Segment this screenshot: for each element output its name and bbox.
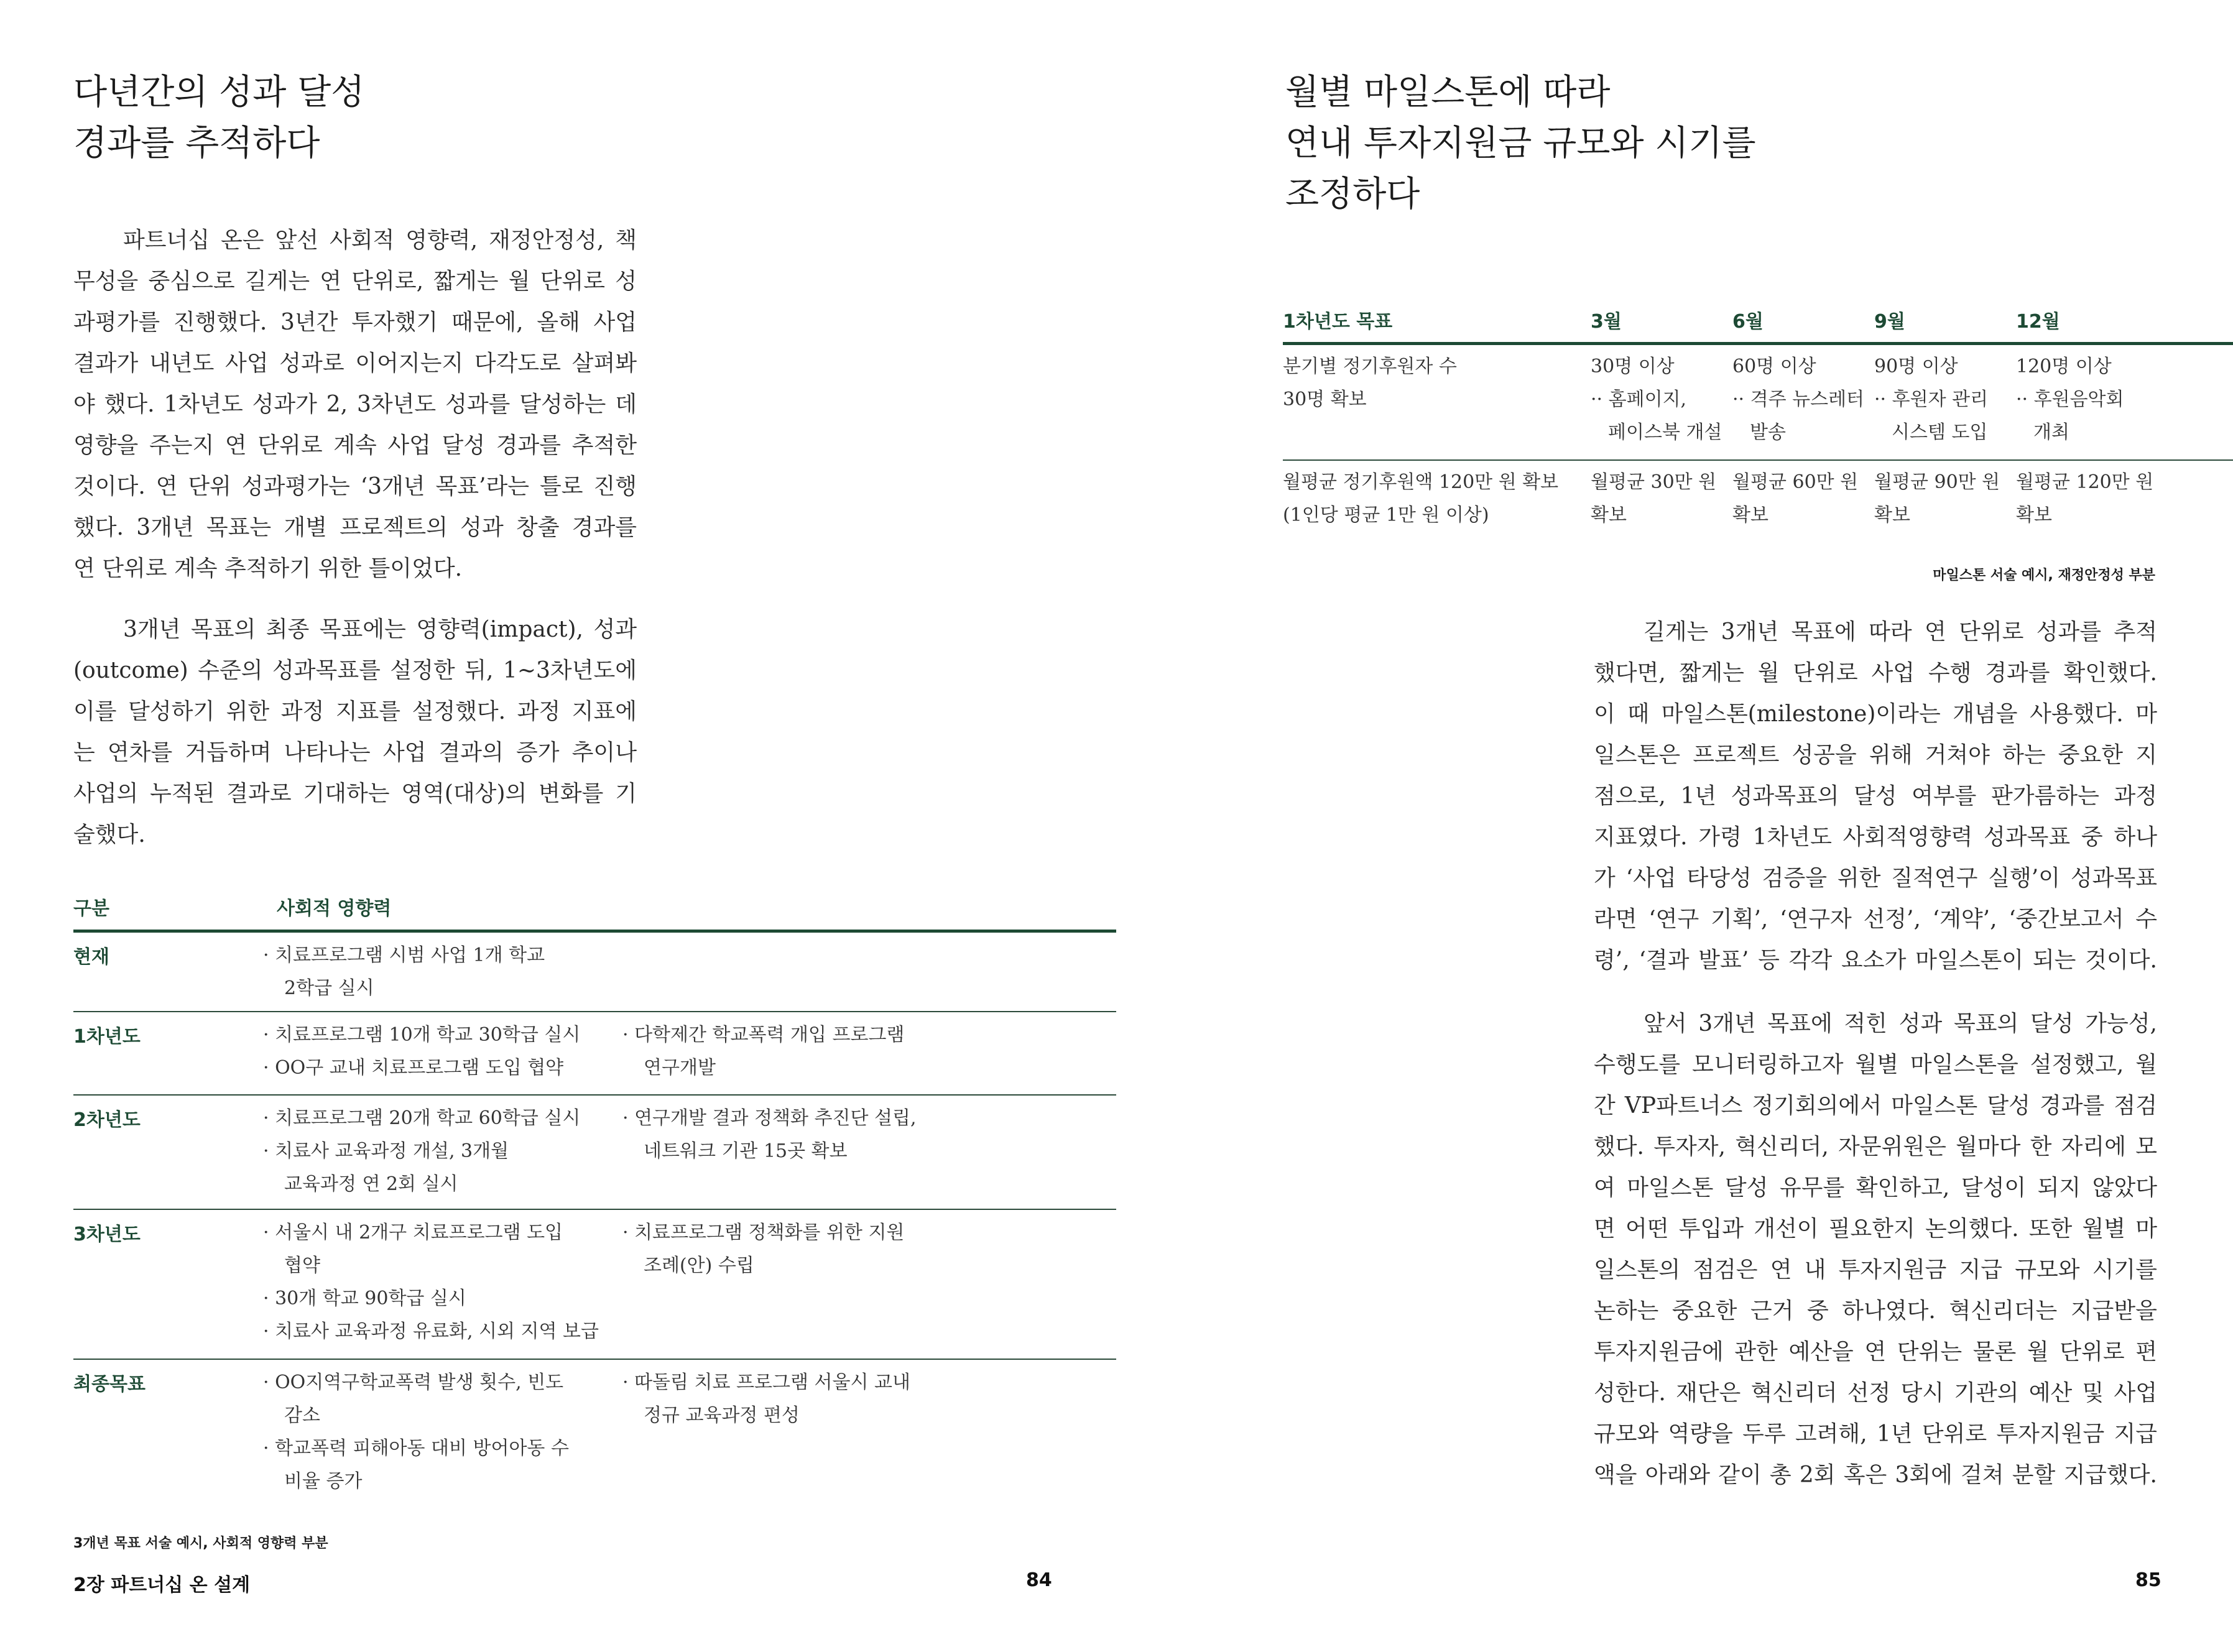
- table-row: 2차년도 · 치료프로그램 20개 학교 60학급 실시 · 치료사 교육과정 개설, 3개월 교육과정 연 2회 실시 · 연구개발 결과 정책화 추진단 설립, 네트워크 기관 15곳 확보: [73, 1096, 1116, 1210]
- table-cell: 월평균 30만 원 확보: [1591, 471, 1717, 526]
- right-paragraph-2: 앞서 3개년 목표에 적힌 성과 목표의 달성 가능성, 수행도를 모니터링하고자 월별 마일스톤을 설정했고, 월 간 VP파트너스 정기회의에서 마일스톤 달성 경과를 점검 했다. 투자자, 혁신리더, 자문위원은 월마다 한 자리에 모 여 마일스톤 달성 유무를 확인하고, 달성이 되지 않았다 면 어떤 투입과 개선이 필요한지 논의했다. 또한 월별 마 일스톤의 점검은 연 내 투자지원금 지급 규모와 시기를 논하는 중요한 근거 중 하나였다. 혁신리더는 지급받을 투자지원금에 관한 예산을 연 단위는 물론 월 단위로 편 성한다. 재단은 혁신리더 선정 당시 기관의 예산 및 사업 규모와 역량을 두루 고려해, 1년 단위로 투자지원금 지급 액을 아래와 같이 총 2회 혹은 3회에 걸쳐 분할 지급했다.: [1594, 1011, 2157, 1488]
- right-heading: 월별 마일스톤에 따라 연내 투자지원금 규모와 시기를 조정하다: [1285, 72, 1756, 215]
- goal-cell: 월평균 정기후원액 120만 원 확보 (1인당 평균 1만 원 이상): [1283, 471, 1559, 526]
- right-page: [1116, 0, 2233, 1652]
- table-cell: 월평균 120만 원 확보: [2016, 471, 2154, 526]
- table-header: 1차년도 목표 3월 6월 9월 12월: [1283, 297, 2233, 345]
- table-row: 3차년도 · 서울시 내 2개구 치료프로그램 도입 협약 · 30개 학교 90학급 실시 · 치료사 교육과정 유료화, 시외 지역 보급 · 치료프로그램 정책화를 위한 지원 조례(안) 수립: [73, 1210, 1116, 1360]
- table-row: [1283, 345, 2233, 461]
- header-category: 구분: [73, 898, 109, 920]
- right-paragraph-1: 길게는 3개년 목표에 따라 연 단위로 성과를 추적 했다면, 짧게는 월 단위로 사업 수행 경과를 확인했다. 이 때 마일스톤(milestone)이라는 개념을 사용했다. 마 일스톤은 프로젝트 성공을 위해 거쳐야 하는 중요한 지 점으로, 1년 성과목표의 달성 여부를 판가름하는 과정 지표였다. 가령 1차년도 사회적영향력 성과목표 중 하나 가 ‘사업 타당성 검증을 위한 질적연구 실행’이 성과목표 라면 ‘연구 기획’, ‘연구자 선정’, ‘계약’, ‘중간보고서 수 령’, ‘결과 발표’ 등 각각 요소가 마일스톤이 되는 것이다.: [1594, 619, 2157, 973]
- table-cell: 120명 이상 ·· 후원음악회 개최: [2016, 350, 2124, 449]
- left-table-caption: 3개년 목표 서술 예시, 사회적 영향력 부분: [73, 1536, 328, 1551]
- table-cell: · 다학제간 학교폭력 개입 프로그램 연구개발: [622, 1018, 904, 1084]
- milestone-table: [1283, 297, 2233, 542]
- table-cell: · 서울시 내 2개구 치료프로그램 도입 협약 · 30개 학교 90학급 실시 · 치료사 교육과정 유료화, 시외 지역 보급: [263, 1216, 599, 1348]
- goal-cell: 분기별 정기후원자 수 30명 확보: [1283, 356, 1457, 410]
- table-cell: 월평균 60만 원 확보: [1732, 471, 1859, 526]
- page-number-left: 84: [1026, 1569, 1052, 1591]
- table-cell: 30명 이상 ·· 홈페이지, 페이스북 개설: [1591, 350, 1722, 449]
- page-number-right: 85: [2135, 1569, 2161, 1591]
- chapter-footer: 2장 파트너십 온 설계: [73, 1574, 251, 1596]
- left-heading: 다년간의 성과 달성 경과를 추적하다: [73, 72, 365, 164]
- three-year-goals-table: [73, 883, 1116, 1511]
- table-row: 1차년도 · 치료프로그램 10개 학교 30학급 실시 · OO구 교내 치료프로그램 도입 협약 · 다학제간 학교폭력 개입 프로그램 연구개발: [73, 1012, 1116, 1096]
- table-header: [73, 883, 1116, 933]
- table-cell: · 연구개발 결과 정책화 추진단 설립, 네트워크 기관 15곳 확보: [622, 1102, 916, 1168]
- right-table-caption: 마일스톤 서술 예시, 재정안정성 부분: [1933, 568, 2155, 583]
- table-cell: 90명 이상 ·· 후원자 관리 시스템 도입: [1874, 350, 1988, 449]
- table-cell: · 치료프로그램 정책화를 위한 지원 조례(안) 수립: [622, 1216, 904, 1282]
- table-cell: · OO지역구학교폭력 발생 횟수, 빈도 감소 · 학교폭력 피해아동 대비 방어아동 수 비율 증가: [263, 1366, 569, 1498]
- table-row: 현재 · 치료프로그램 시범 사업 1개 학교 2학급 실시: [73, 933, 1116, 1012]
- table-cell: 월평균 90만 원 확보: [1874, 471, 2000, 526]
- table-cell: · 치료프로그램 20개 학교 60학급 실시 · 치료사 교육과정 개설, 3개월 교육과정 연 2회 실시: [263, 1102, 580, 1201]
- table-cell: 60명 이상 ·· 격주 뉴스레터 발송: [1732, 350, 1864, 449]
- left-paragraph-1: 파트너십 온은 앞선 사회적 영향력, 재정안정성, 책 무성을 중심으로 길게는 연 단위로, 짧게는 월 단위로 성 과평가를 진행했다. 3년간 투자했기 때문에, 올해 사업 결과가 내년도 사업 성과로 이어지는지 다각도로 살펴봐 야 했다. 1차년도 성과가 2, 3차년도 성과를 달성하는 데 영향을 주는지 연 단위로 계속 사업 달성 경과를 추적한 것이다. 연 단위 성과평가는 ‘3개년 목표’라는 틀로 진행 했다. 3개년 목표는 개별 프로젝트의 성과 창출 경과를 연 단위로 계속 추적하기 위한 틀이었다.: [73, 228, 637, 581]
- left-page: [0, 0, 1116, 1652]
- header-social-impact: 사회적 영향력: [277, 898, 392, 920]
- table-row: [1283, 461, 2233, 542]
- table-row: 최종목표 · OO지역구학교폭력 발생 횟수, 빈도 감소 · 학교폭력 피해아동 대비 방어아동 수 비율 증가 · 따돌림 치료 프로그램 서울시 교내 정규 교육과정 편성: [73, 1360, 1116, 1511]
- table-cell: · 치료프로그램 시범 사업 1개 학교 2학급 실시: [263, 939, 545, 1005]
- table-cell: · 따돌림 치료 프로그램 서울시 교내 정규 교육과정 편성: [622, 1366, 910, 1432]
- left-paragraph-2: 3개년 목표의 최종 목표에는 영향력(impact), 성과 (outcome) 수준의 성과목표를 설정한 뒤, 1~3차년도에 이를 달성하기 위한 과정 지표를 설정했다. 과정 지표에 는 연차를 거듭하며 나타나는 사업 결과의 증가 추이나 사업의 누적된 결과로 기대하는 영역(대상)의 변화를 기 술했다.: [73, 617, 637, 847]
- table-cell: · 치료프로그램 10개 학교 30학급 실시 · OO구 교내 치료프로그램 도입 협약: [263, 1018, 580, 1084]
